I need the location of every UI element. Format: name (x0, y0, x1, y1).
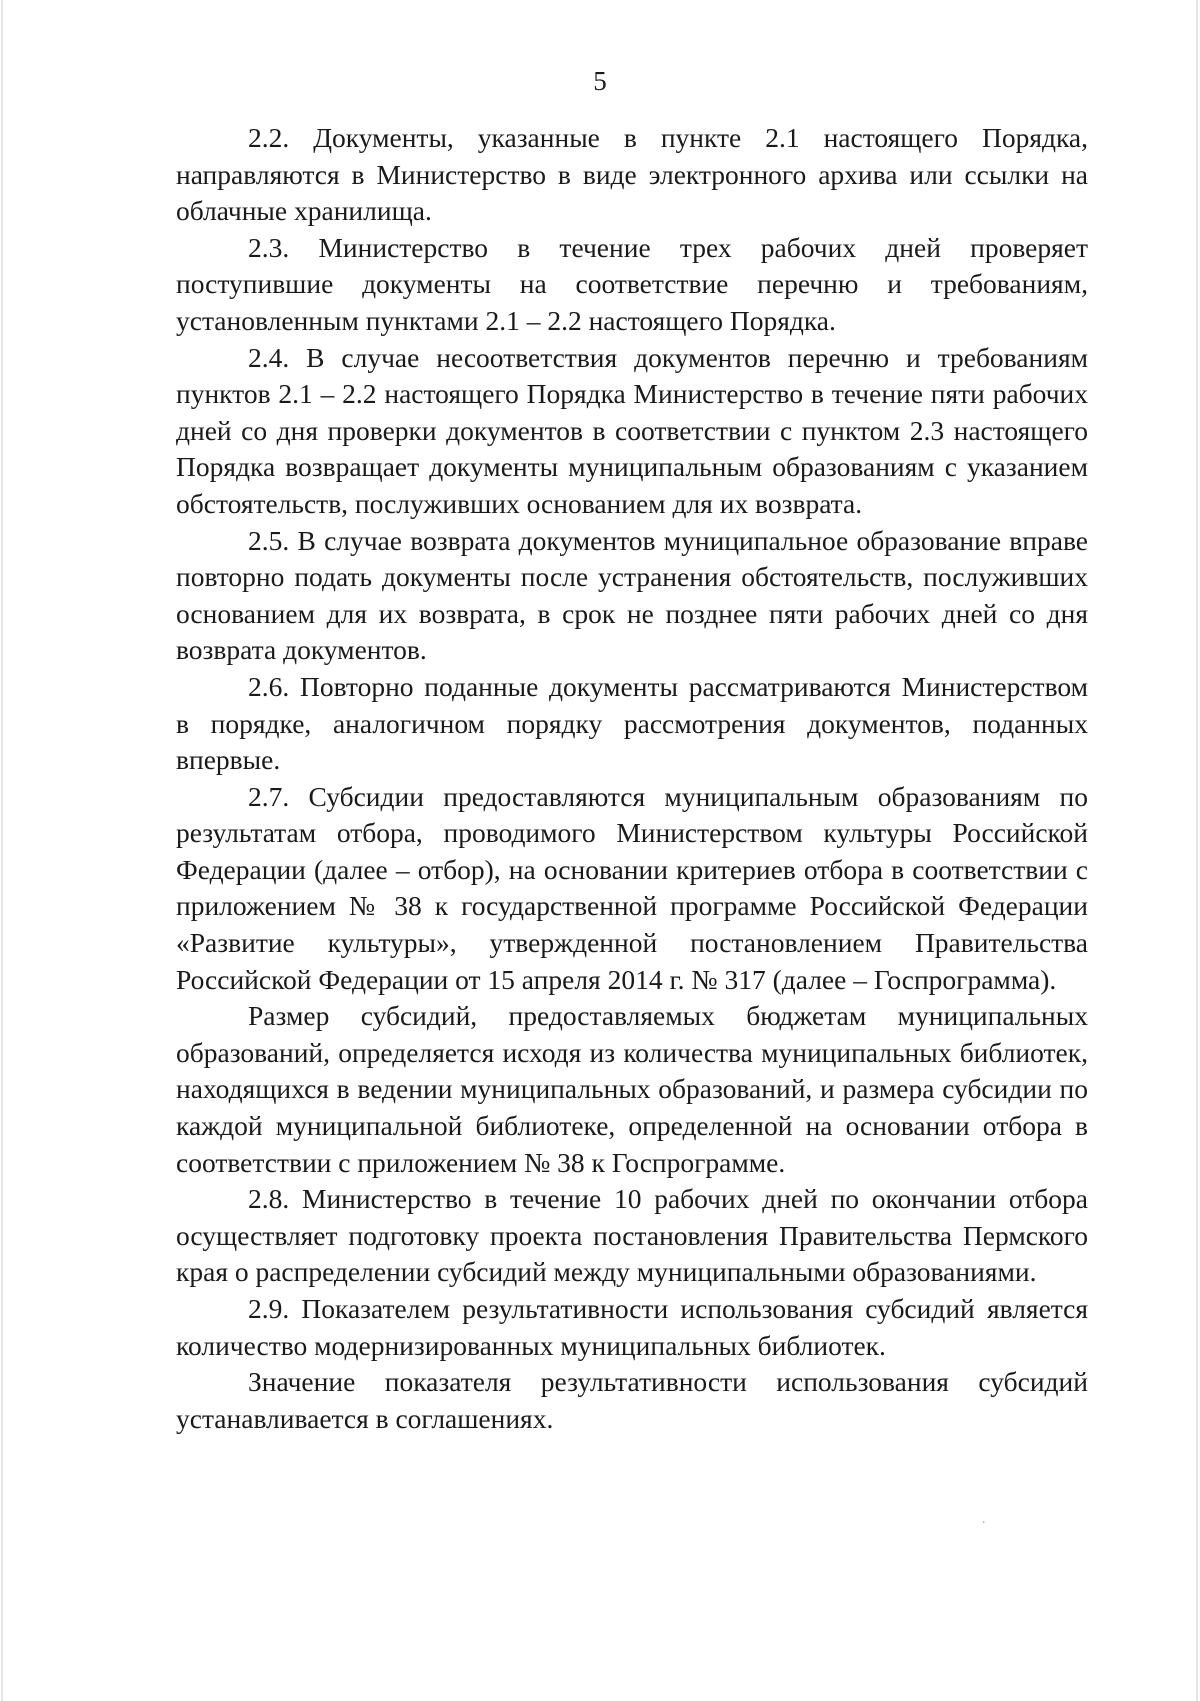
paragraph-indicator-value: Значение показателя результативности использования субсидий устанавливается в соглашениях. (176, 1366, 1088, 1434)
paragraph-subsidy-size: Размер субсидий, предоставляемых бюджетам муниципальных образований, определяется исходя из количества муниципальных библиотек, находящихся в ведении муниципальных образований, и размера субсидии по каждой муниципальной библиотеке, определенной на основании отбора в соответствии с приложением № 38 к Госпрограмме. (176, 1000, 1088, 1178)
paragraph-2-9: 2.9. Показателем результативности использования субсидий является количество модернизированных муниципальных библиотек. (176, 1293, 1088, 1361)
page-number: 5 (593, 66, 607, 96)
paragraph-2-7: 2.7. Субсидии предоставляются муниципальным образованиям по результатам отбора, проводимого Министерством культуры Российской Федерации (далее – отбор), на основании критериев отбора в соответствии с приложением № 38 к государственной программе Российской Федерации «Развитие культуры», утвержденной постановлением Правительства Российской Федерации от 15 апреля 2014 г. № 317 (далее – Госпрограмма). (176, 780, 1088, 995)
paragraph-2-2: 2.2. Документы, указанные в пункте 2.1 настоящего Порядка, направляются в Министерство в виде электронного архива или ссылки на облачные хранилища. (176, 122, 1088, 227)
paragraph-2-8: 2.8. Министерство в течение 10 рабочих дней по окончании отбора осуществляет подготовку проекта постановления Правительства Пермского края о распределении субсидий между муниципальными образованиями. (176, 1183, 1088, 1288)
scan-edge-left (1, 0, 3, 1701)
document-body (176, 120, 1088, 1437)
paragraph-2-5: 2.5. В случае возврата документов муниципальное образование вправе повторно подать документы после устранения обстоятельств, послуживших основанием для их возврата, в срок не позднее пяти рабочих дней со дня возврата документов. (176, 524, 1088, 666)
paragraph-2-3: 2.3. Министерство в течение трех рабочих дней проверяет поступившие документы на соответствие перечню и требованиям, установленным пунктами 2.1 – 2.2 настоящего Порядка. (176, 231, 1088, 336)
scan-speck: ʼ (982, 1520, 986, 1531)
scan-edge-right (1196, 0, 1198, 1701)
paragraph-2-4: 2.4. В случае несоответствия документов перечню и требованиям пунктов 2.1 – 2.2 настоящего Порядка Министерство в течение пяти рабочих дней со дня проверки документов в соответствии с пунктом 2.3 настоящего Порядка возвращает документы муниципальным образованиям с указанием обстоятельств, послуживших основанием для их возврата. (176, 341, 1088, 519)
paragraph-2-6: 2.6. Повторно поданные документы рассматриваются Министерством в порядке, аналогичном порядку рассмотрения документов, поданных впервые. (176, 670, 1088, 776)
